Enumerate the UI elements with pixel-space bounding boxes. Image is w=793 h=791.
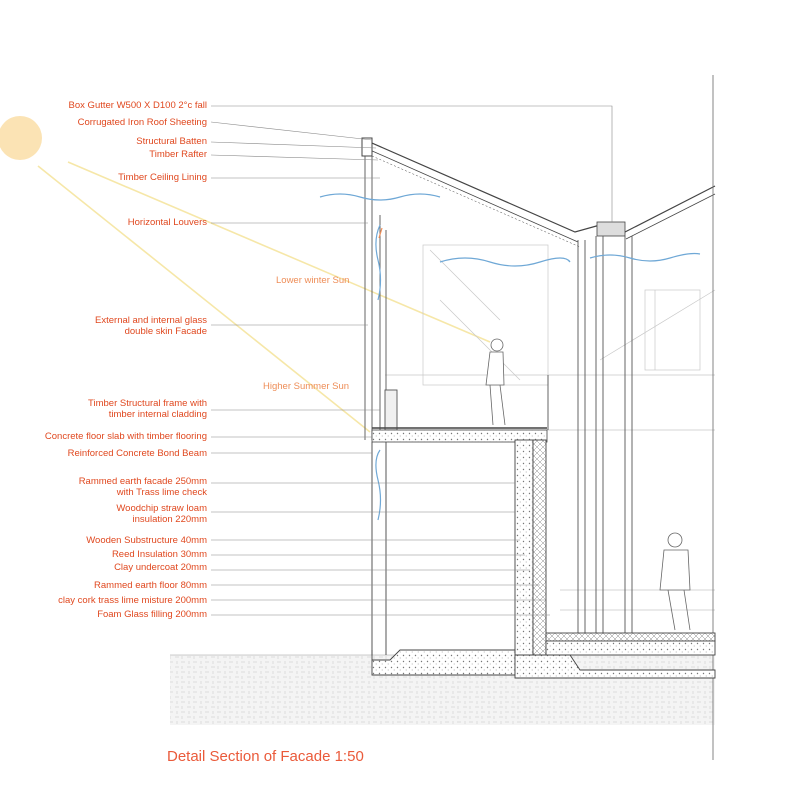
label-reed-insulation — [112, 549, 207, 560]
label-line: Rammed earth facade 250mm — [78, 476, 207, 487]
label-bond-beam — [68, 448, 207, 459]
label-line: Reinforced Concrete Bond Beam — [67, 448, 207, 459]
label-rammed-earth-floor — [94, 580, 207, 591]
leader-lines — [211, 106, 612, 615]
label-line: Timber Structural frame with — [88, 398, 207, 409]
label-timber-rafter — [149, 149, 207, 160]
label-clay-cork — [58, 595, 207, 606]
label-wooden-substructure — [86, 535, 207, 546]
label-louvers — [128, 217, 207, 228]
label-line: clay cork trass lime misture 200mm — [58, 595, 207, 606]
label-line: timber internal cladding — [108, 409, 207, 420]
summer-sun-ray — [38, 166, 370, 432]
label-box-gutter — [69, 100, 207, 111]
label-clay-undercoat — [114, 562, 207, 573]
label-structural-batten — [136, 136, 207, 147]
label-floor-slab — [45, 431, 207, 442]
label-line: Concrete floor slab with timber flooring — [44, 431, 207, 442]
label-line: Rammed earth floor 80mm — [94, 580, 207, 591]
label-timber-frame — [88, 398, 207, 420]
lower-wall — [372, 440, 546, 655]
label-line: External and internal glass — [95, 315, 207, 326]
label-line: Woodchip straw loam — [116, 503, 207, 514]
air-flow-arrows — [320, 194, 700, 520]
person-lower-figure — [660, 533, 690, 630]
label-rammed-earth-facade — [79, 476, 207, 498]
box-gutter-shape — [597, 222, 625, 236]
label-line: Structural Batten — [136, 136, 207, 147]
label-line: Box Gutter W500 X D100 2°c fall — [68, 100, 207, 111]
label-line: Wooden Substructure 40mm — [86, 535, 207, 546]
label-double-skin — [95, 315, 207, 337]
label-line: Clay undercoat 20mm — [114, 562, 207, 573]
label-line: insulation 220mm — [132, 514, 207, 525]
label-foam-glass — [97, 609, 207, 620]
summer-sun-label: Higher Summer Sun — [263, 381, 350, 392]
label-ceiling-lining — [118, 172, 207, 183]
drawing-title: Detail Section of Facade 1:50 — [167, 748, 364, 765]
roof — [362, 138, 715, 247]
label-line: double skin Facade — [124, 326, 207, 337]
label-line: Foam Glass filling 200mm — [97, 609, 207, 620]
label-line: Corrugated Iron Roof Sheeting — [77, 117, 207, 128]
winter-sun-label: Lower winter Sun — [276, 275, 350, 286]
label-line: with Trass lime check — [116, 487, 207, 498]
sun-icon — [0, 116, 42, 160]
label-line: Timber Rafter — [149, 149, 207, 160]
label-line: Timber Ceiling Lining — [118, 172, 207, 183]
label-line: Horizontal Louvers — [127, 217, 207, 228]
label-woodchip — [116, 503, 207, 525]
label-roof-sheeting — [78, 117, 207, 128]
sun-diagram — [0, 116, 490, 432]
person-upper-figure — [486, 339, 505, 425]
label-line: Reed Insulation 30mm — [111, 549, 207, 560]
